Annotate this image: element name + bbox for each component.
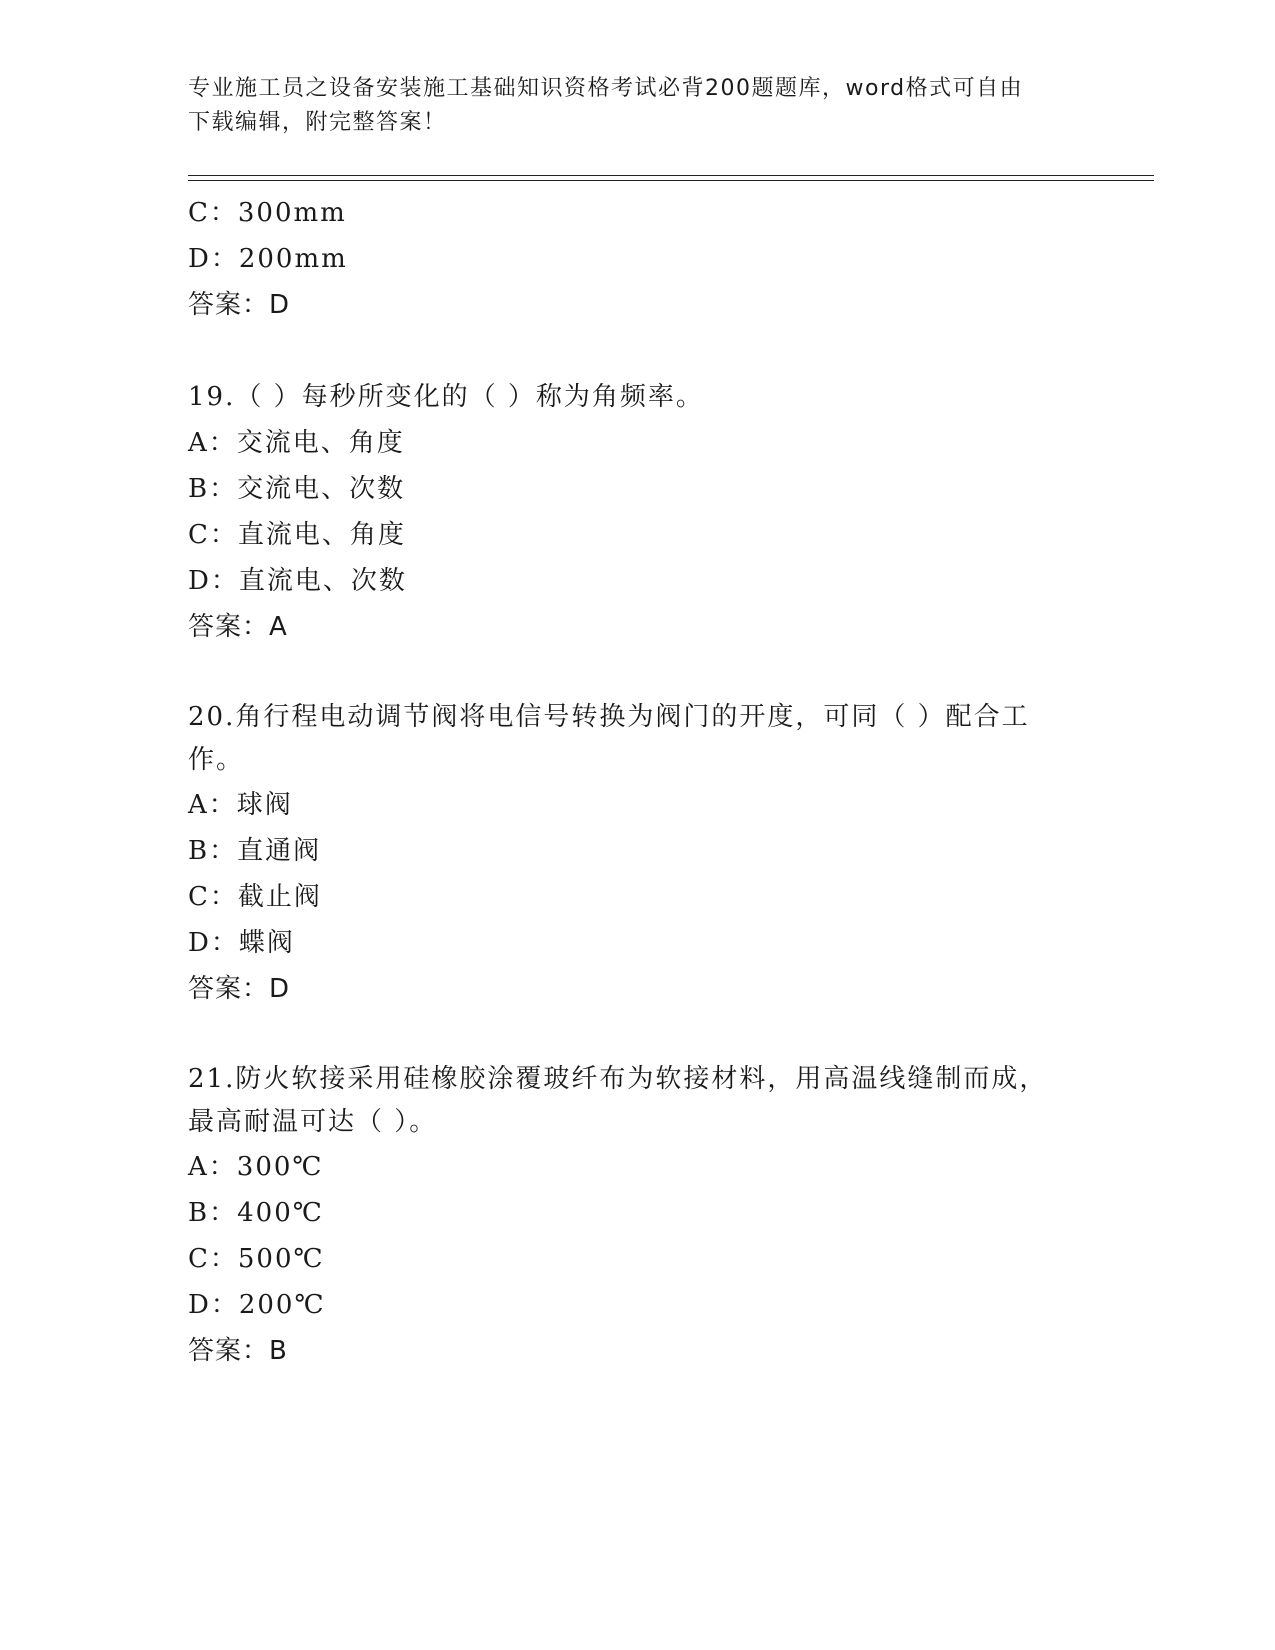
answer-line: 答案：A xyxy=(188,612,288,642)
header-line-1: 专业施工员之设备安装施工基础知识资格考试必背200题题库，word格式可自由 xyxy=(188,76,1024,101)
question-stem-line-2: 最高耐温可达（ ）。 xyxy=(188,1107,438,1137)
answer-line: 答案：D xyxy=(188,974,291,1004)
previous-question xyxy=(188,190,1088,328)
option-c: C：截止阀 xyxy=(188,882,322,912)
header-divider-bottom xyxy=(188,180,1154,181)
option-c: C：500℃ xyxy=(188,1244,325,1274)
option-c: C：300mm xyxy=(188,198,347,228)
option-a: A：交流电、角度 xyxy=(188,428,405,458)
option-d: D：200℃ xyxy=(188,1290,326,1320)
option-b: B：交流电、次数 xyxy=(188,474,406,504)
option-d: D：蝶阀 xyxy=(188,928,295,958)
document-header xyxy=(188,72,1068,140)
option-a: A：300℃ xyxy=(188,1152,324,1182)
question-20 xyxy=(188,696,1088,1012)
option-b: B：直通阀 xyxy=(188,836,322,866)
option-b: B：400℃ xyxy=(188,1198,324,1228)
header-divider-top xyxy=(188,175,1154,176)
question-stem: 19.（ ）每秒所变化的（ ）称为角频率。 xyxy=(188,382,704,412)
option-a: A：球阀 xyxy=(188,790,293,820)
header-line-2: 下载编辑，附完整答案！ xyxy=(188,110,447,135)
answer-line: 答案：D xyxy=(188,290,291,320)
question-stem-line-1: 20.角行程电动调节阀将电信号转换为阀门的开度，可同（ ）配合工 xyxy=(188,702,1030,732)
option-d: D：直流电、次数 xyxy=(188,566,407,596)
question-19 xyxy=(188,374,1088,650)
question-21 xyxy=(188,1058,1088,1374)
option-c: C：直流电、角度 xyxy=(188,520,406,550)
question-stem-line-1: 21.防火软接采用硅橡胶涂覆玻纤布为软接材料，用高温线缝制而成， xyxy=(188,1064,1048,1094)
question-stem-line-2: 作。 xyxy=(188,745,245,775)
answer-line: 答案：B xyxy=(188,1336,288,1366)
question-content xyxy=(188,190,1088,1374)
option-d: D：200mm xyxy=(188,244,348,274)
